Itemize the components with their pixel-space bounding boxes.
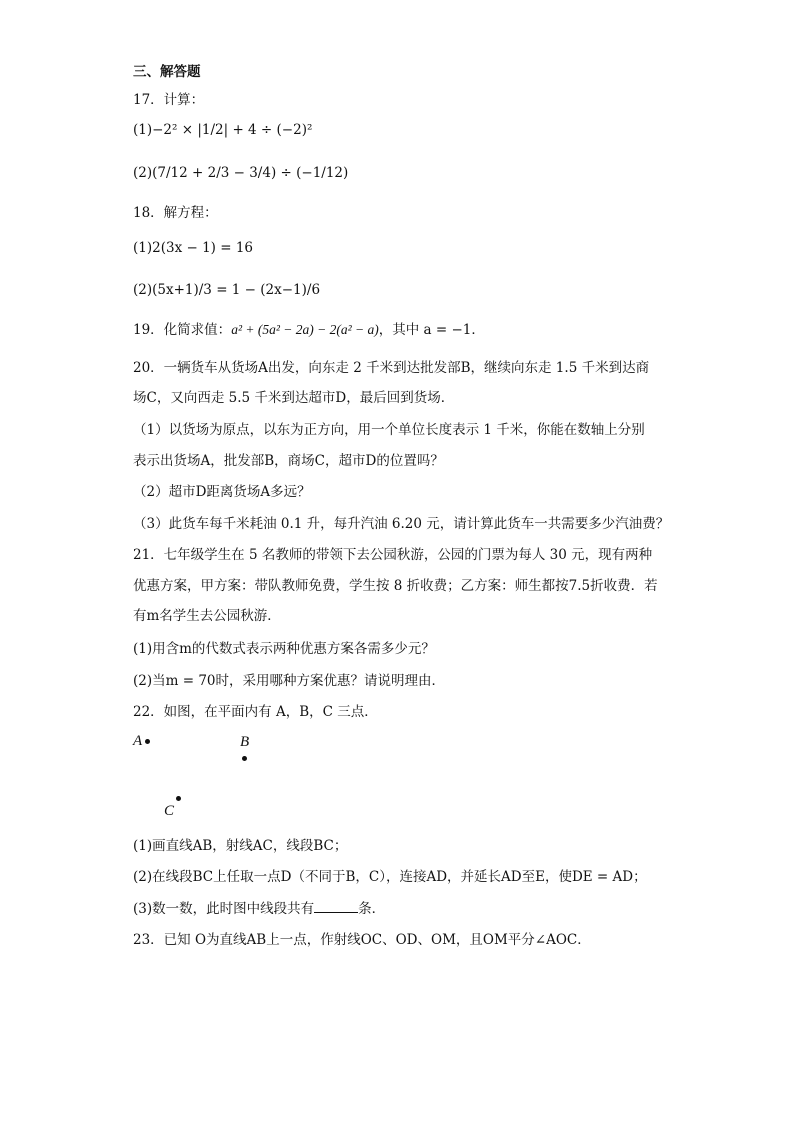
q18-part1-label: (1) <box>133 240 153 256</box>
point-b-dot <box>242 756 247 761</box>
answer-blank[interactable] <box>314 900 358 913</box>
q21-line1: 21．七年级学生在 5 名教师的带领下去公园秋游，公园的门票为每人 30 元，现有两种 <box>133 547 653 563</box>
q22-sub3-prefix: (3)数一数，此时图中线段共有 <box>133 901 315 917</box>
q19-expr: a² + (5a² − 2a) − 2(a² − a) <box>231 322 379 337</box>
q19-suffix: ，其中 a = −1． <box>378 322 485 338</box>
q23: 23．已知 O为直线AB上一点，作射线OC、OD、OM，且OM平分∠AOC． <box>133 932 591 948</box>
point-c-dot <box>176 796 181 801</box>
point-b-label: B <box>240 734 250 750</box>
q22-sub2: (2)在线段BC上任取一点D（不同于B，C），连接AD，并延长AD至E，使DE = AD； <box>133 869 647 885</box>
q17-title: 17．计算： <box>133 92 205 108</box>
q18-part1-expr: 2(3x − 1) = 16 <box>152 240 254 256</box>
q21-sub2: (2)当m = 70时，采用哪种方案优惠？请说明理由． <box>133 673 445 689</box>
q21-line2: 优惠方案，甲方案：带队教师免费，学生按 8 折收费；乙方案：师生都按7.5折收费．若 <box>133 578 658 594</box>
q20-sub3: （3）此货车每千米耗油 0.1 升，每升汽油 6.20 元，请计算此货车一共需要多少汽油费？ <box>133 516 670 532</box>
q20-sub2: （2）超市D距离货场A多远？ <box>133 484 311 500</box>
q20-line1: 20．一辆货车从货场A出发，向东走 2 千米到达批发部B，继续向东走 1.5 千米到达商 <box>133 360 650 376</box>
q19-prefix: 19．化简求值： <box>133 322 232 338</box>
q20-sub1-line1: （1）以货场为原点，以东为正方向，用一个单位长度表示 1 千米，你能在数轴上分别 <box>133 422 645 438</box>
q17-part2 <box>133 163 348 183</box>
point-a-label: A <box>133 733 143 749</box>
q22-title: 22．如图，在平面内有 A，B，C 三点． <box>133 704 378 720</box>
q22-sub1: (1)画直线AB，射线AC，线段BC； <box>133 838 348 854</box>
q17-part2-expr: (7/12 + 2/3 − 3/4) ÷ (−1/12) <box>152 165 349 181</box>
section-title: 三、解答题 <box>133 64 201 80</box>
q17-part1-label: (1) <box>133 122 153 138</box>
q17-part1-expr: −2² × |1/2| + 4 ÷ (−2)² <box>152 122 313 138</box>
q21-line3: 有m名学生去公园秋游． <box>133 608 281 624</box>
q20-sub1-line2: 表示出货场A，批发部B，商场C，超市D的位置吗？ <box>133 453 444 469</box>
q21-sub1: (1)用含m的代数式表示两种优惠方案各需多少元？ <box>133 641 435 657</box>
q17-part2-label: (2) <box>133 165 153 181</box>
q18-part2-label: (2) <box>133 282 153 298</box>
point-c-label: C <box>164 803 175 819</box>
q22-sub3-suffix: 条． <box>358 901 386 917</box>
point-a-dot <box>145 739 150 744</box>
q18-title: 18．解方程： <box>133 205 218 221</box>
q17-part1 <box>133 120 312 140</box>
q19 <box>133 320 485 340</box>
q18-part2 <box>133 280 320 300</box>
q18-part1 <box>133 238 253 258</box>
q20-line2: 场C，又向西走 5.5 千米到达超市D，最后回到货场． <box>133 390 455 406</box>
q18-part2-expr: (5x+1)/3 = 1 − (2x−1)/6 <box>152 282 321 298</box>
q22-sub3 <box>133 899 385 919</box>
